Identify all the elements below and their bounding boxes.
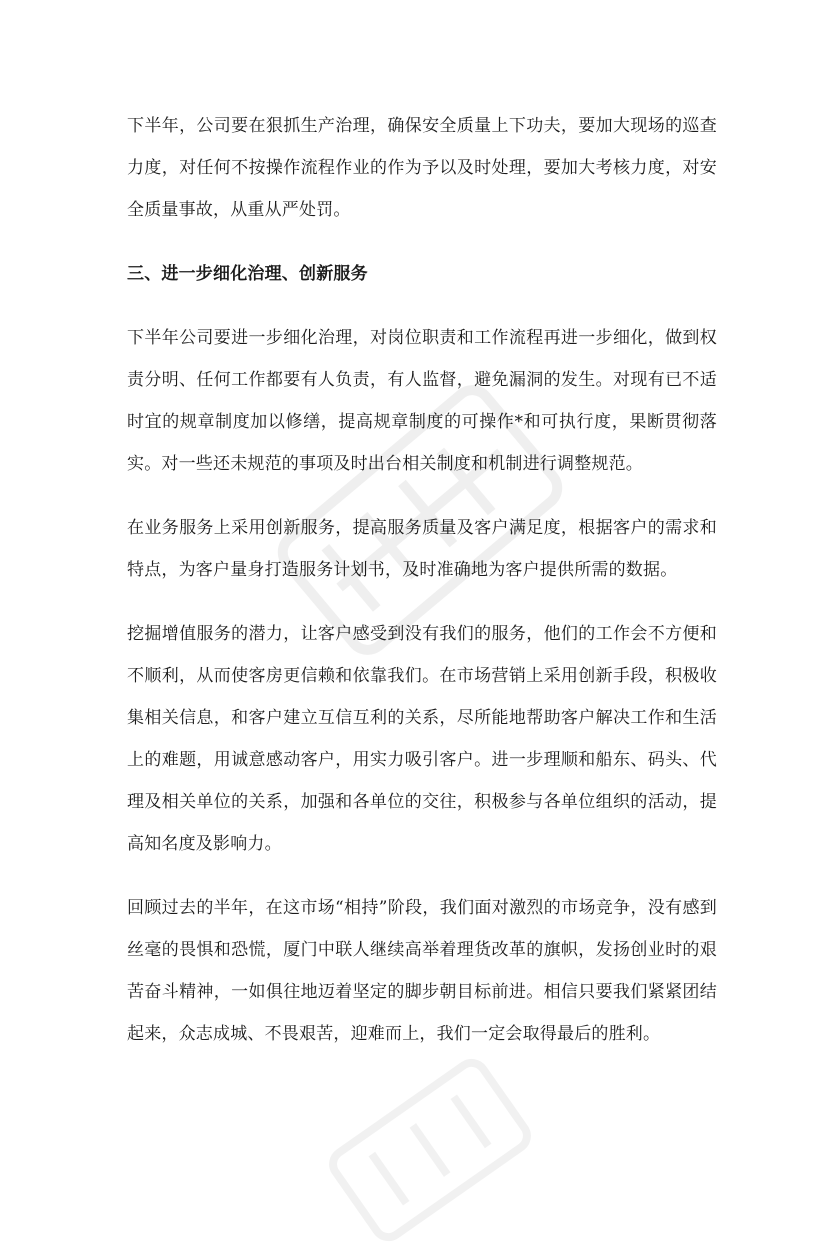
paragraph-innovative-service: 在业务服务上采用创新服务，提高服务质量及客户满足度，根据客户的需求和特点，为客户量身打造服务计划书，及时准确地为客户提供所需的数据。	[127, 518, 717, 580]
watermark-logo-bottom-icon	[300, 1050, 560, 1250]
paragraph-safety-quality: 下半年，公司要在狠抓生产治理，确保安全质量上下功夫，要加大现场的巡查力度，对任何不按操作流程作业的作为予以及时处理，要加大考核力度，对安全质量事故，从重从严处罚。	[127, 116, 717, 220]
paragraph-refined-management: 下半年公司要进一步细化治理，对岗位职责和工作流程再进一步细化，做到权责分明、任何工作都要有人负责，有人监督，避免漏洞的发生。对现有已不适时宜的规章制度加以修缮，提高规章制度的可操作*和可执行度，果断贯彻落实。对一些还未规范的事项及时出台相关制度和机制进行调整规范。	[127, 328, 717, 474]
document-body	[127, 105, 717, 1055]
paragraph-value-added-service: 挖掘增值服务的潜力，让客户感受到没有我们的服务，他们的工作会不方便和不顺利，从而使客房更信赖和依靠我们。在市场营销上采用创新手段，积极收集相关信息，和客户建立互信互利的关系，尽所能地帮助客户解决工作和生活上的难题，用诚意感动客户，用实力吸引客户。进一步理顺和船东、码头、代理及相关单位的关系，加强和各单位的交往，积极参与各单位组织的活动，提高知名度及影响力。	[127, 624, 717, 854]
section-heading-3: 三、进一步细化治理、创新服务	[127, 264, 368, 284]
paragraph-review-summary: 回顾过去的半年，在这市场“相持”阶段，我们面对激烈的市场竞争，没有感到丝毫的畏惧和恐慌，厦门中联人继续高举着理货改革的旗帜，发扬创业时的艰苦奋斗精神，一如俱往地迈着坚定的脚步朝目标前进。相信只要我们紧紧团结起来，众志成城、不畏艰苦，迎难而上，我们一定会取得最后的胜利。	[127, 898, 717, 1044]
